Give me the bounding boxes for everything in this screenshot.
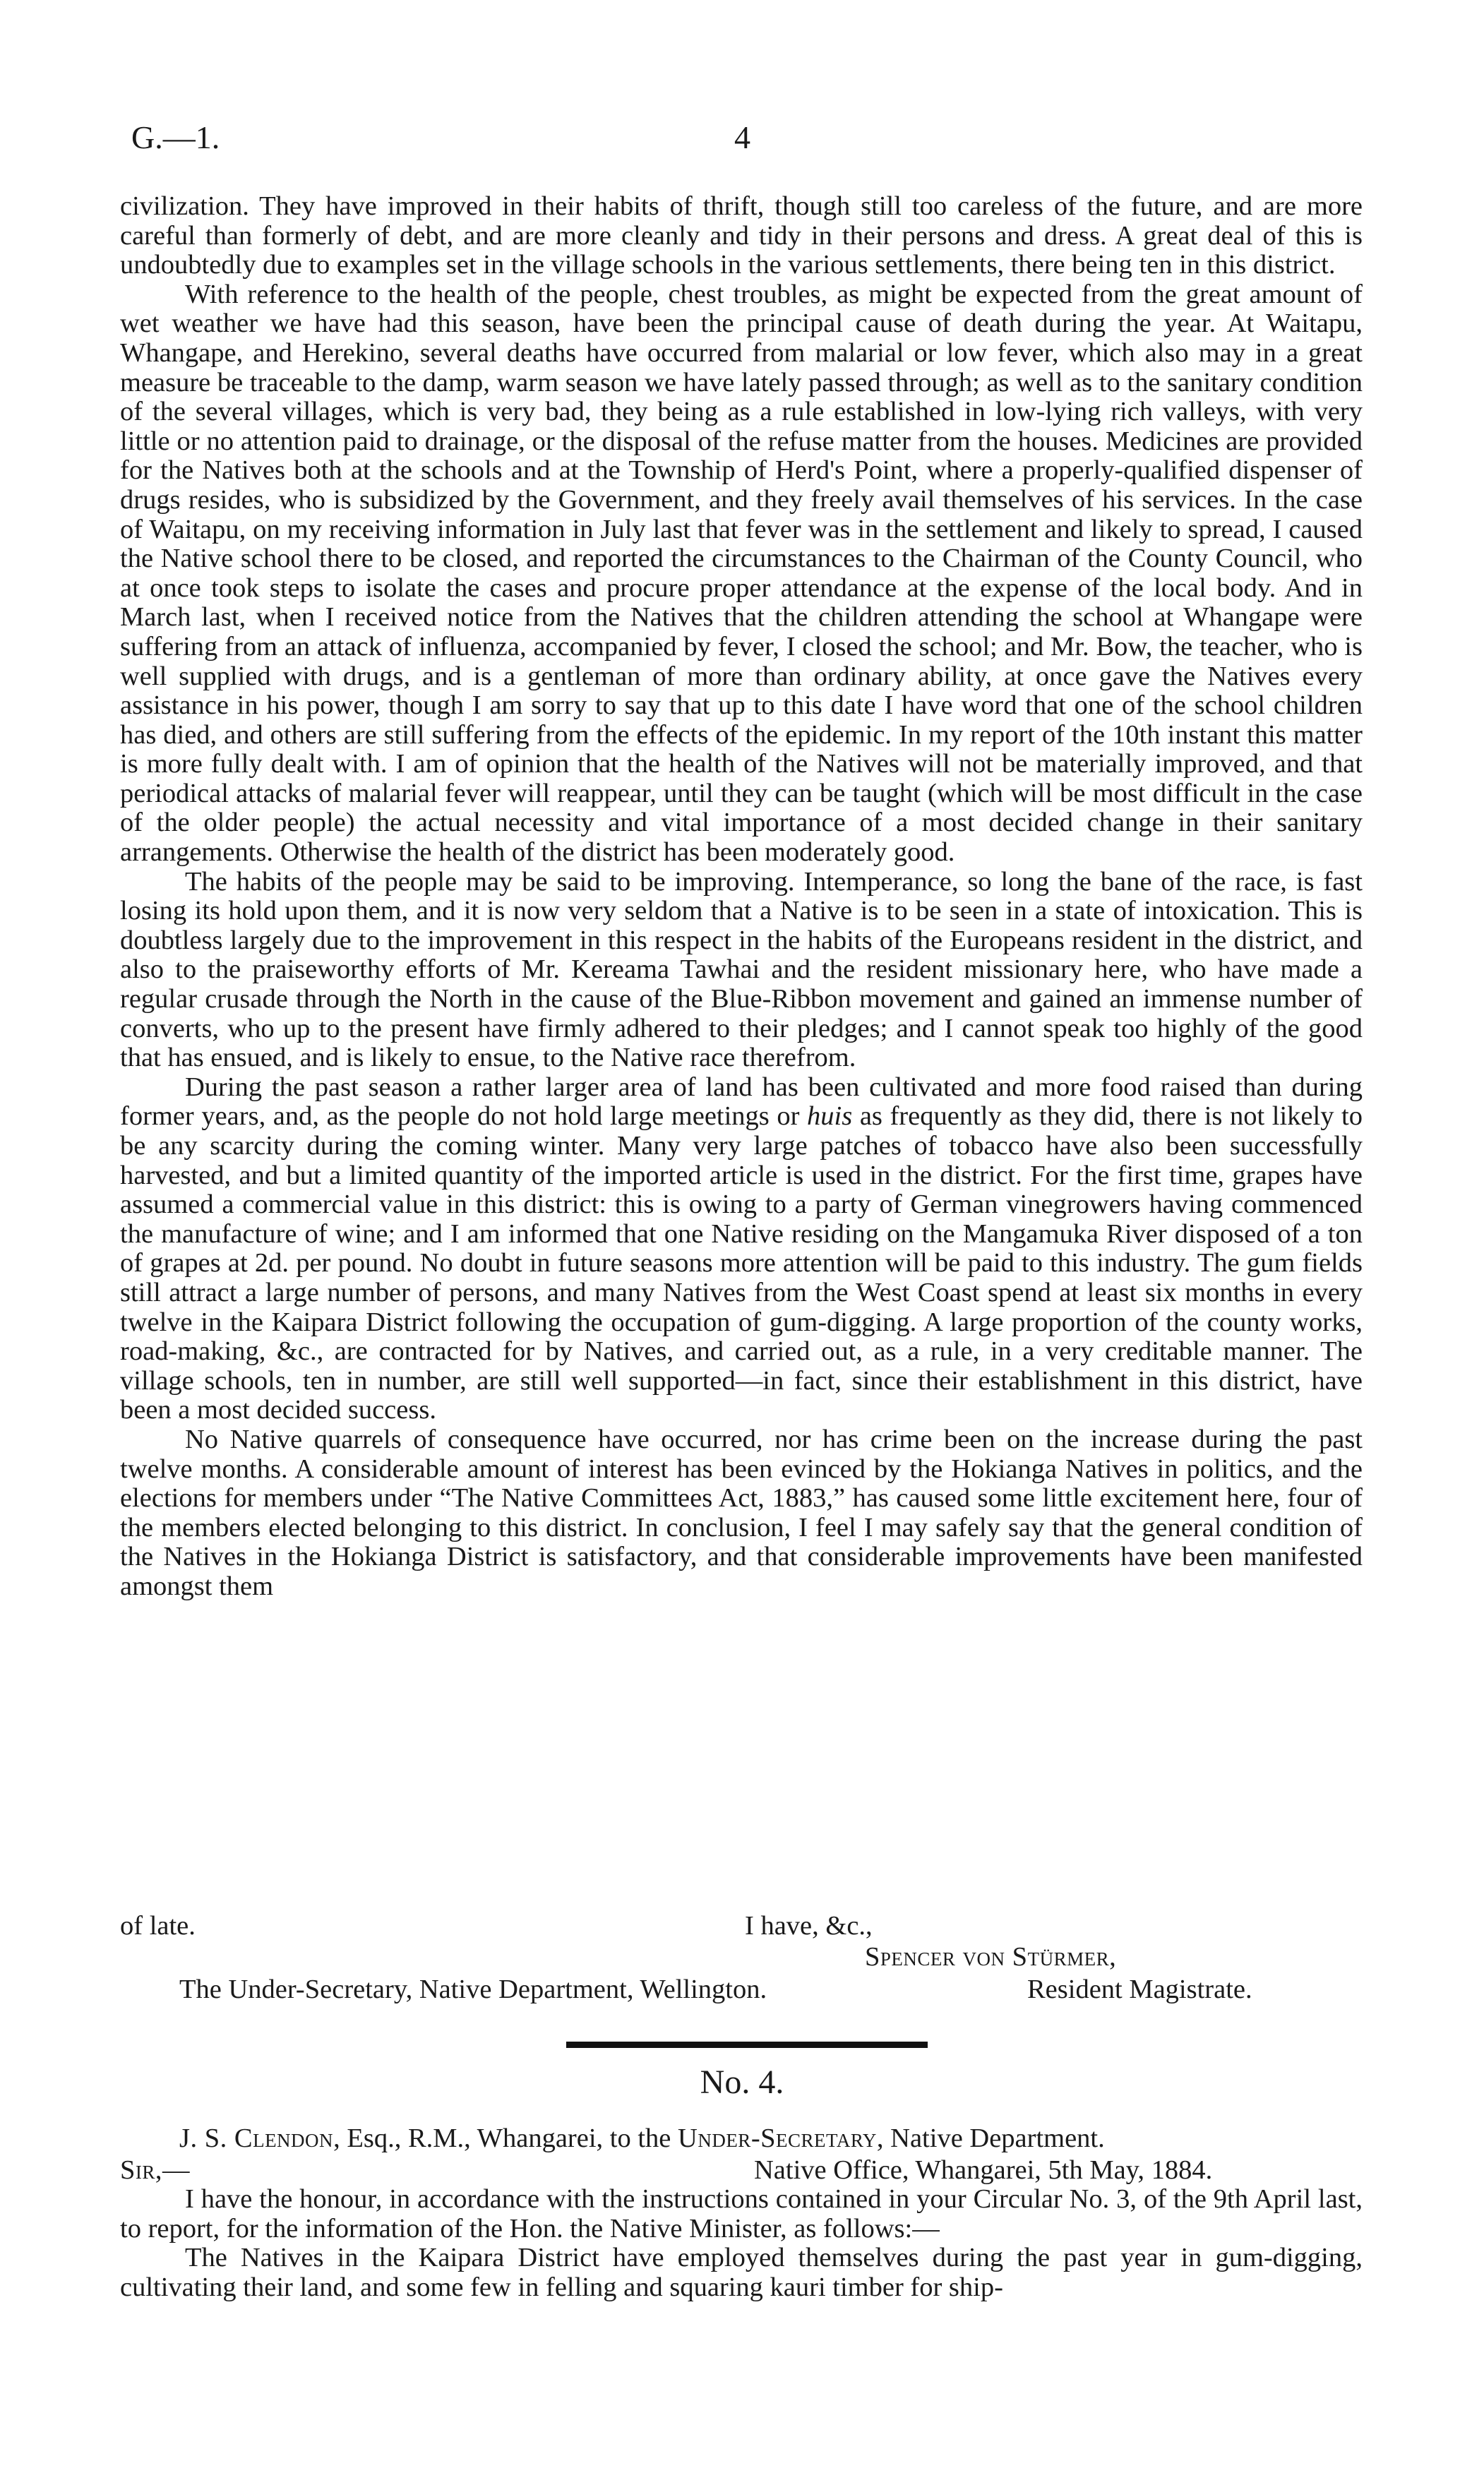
page-number: 4 [734, 119, 750, 155]
paragraph-cultivation-part1: During the past season a rather larger area of land has been cultivated and more food raised than during former years, and, as the people do not hold large meetings or [120, 1072, 1363, 1132]
signatory-title: Resident Magistrate. [1027, 1975, 1252, 2004]
section-divider [566, 2042, 928, 2048]
paragraph-cultivation-part2: as frequently as they did, there is not likely to be any scarcity during the coming winter. Many very large patches of tobacco have also been successfully harvested, and but a limited quantity of the imported article is used in the district. For the first time, grapes have assumed a commercial value in this district: this is owing to a party of German vinegrowers having commenced the manufacture of wine; and I am informed that one Native residing on the Mangamuka River disposed of a ton of grapes at 2d. per pound. No doubt in future seasons more attention will be paid to this industry. The gum fields still attract a large number of persons, and many Natives from the West Coast spend at least six months in every twelve in the Kaipara District following the occupation of gum-digging. A large proportion of the county works, road-making, &c., are contracted for by Natives, and carried out, as a rule, in a very creditable manner. The village schools, ten in number, are still well supported—in fact, since their establishment in this district, have been a most decided success. [120, 1101, 1363, 1425]
closing-of-late: of late. [120, 1911, 196, 1941]
italic-word-huis: huis [807, 1101, 853, 1132]
paragraph-conclusion: No Native quarrels of consequence have occurred, nor has crime been on the increase during the past twelve months. A considerable amount of interest has been evinced by the Hokianga Natives in politics, and the elections for members under “The Native Committees Act, 1883,” has caused some little excitement here, four of the members elected belonging to this district. In conclusion, I feel I may safely say that the general condition of the Natives in the Hokianga District is satisfactory, and that considerable improvements have been manifested amongst them [120, 1424, 1363, 1601]
salutation: Sir,— [120, 2155, 191, 2185]
paragraph-civilization: civilization. They have improved in their habits of thrift, though still too careless of the future, and are more careful than formerly of debt, and are more cleanly and tidy in their persons and dress. A great deal of this is undoubtedly due to examples set in the village schools in the various settlements, there being ten in this district. [120, 191, 1363, 280]
letter-paragraph-intro: I have the honour, in accordance with the instructions contained in your Circular No. 3, of the 9th April last, to report, for the information of the Hon. the Native Minister, as follows:— [120, 2184, 1363, 2244]
signatory-name: Spencer von Stürmer, [865, 1942, 1117, 1972]
letter-body [120, 2185, 1363, 2302]
recipient-name: Under-Secretary [678, 2123, 877, 2153]
closing-i-have: I have, &c., [745, 1911, 873, 1941]
addressee-line: The Under-Secretary, Native Department, Wellington. [179, 1975, 767, 2004]
paragraph-cultivation [120, 1073, 1363, 1425]
paragraph-health: With reference to the health of the people, chest troubles, as might be expected from the great amount of wet weather we have had this season, have been the principal cause of death during the year. At Waitapu, Whangape, and Herekino, several deaths have occurred from malarial or low fever, which also may in a great measure be traceable to the damp, warm season we have lately passed through; as well as to the sanitary condition of the several villages, which is very bad, they being as a rule established in low-lying rich valleys, with very little or no attention paid to drainage, or the disposal of the refuse matter from the houses. Medicines are provided for the Natives both at the schools and at the Township of Herd's Point, where a properly-qualified dispenser of drugs resides, who is subsidized by the Government, and they freely avail themselves of his services. In the case of Waitapu, on my receiving information in July last that fever was in the settlement and likely to spread, I caused the Native school there to be closed, and reported the circumstances to the Chairman of the County Council, who at once took steps to isolate the cases and procure proper attendance at the expense of the local body. And in March last, when I received notice from the Natives that the children attending the school at Whangape were suffering from an attack of influenza, accompanied by fever, I closed the school; and Mr. Bow, the teacher, who is well supplied with drugs, and is a gentleman of more than ordinary ability, at once gave the Natives every assistance in his power, though I am sorry to say that up to this date I have word that one of the school children has died, and others are still suffering from the effects of the epidemic. In my report of the 10th instant this matter is more fully dealt with. I am of opinion that the health of the Natives will not be materially improved, and that periodical attacks of malarial fever will reappear, until they can be taught (which will be most difficult in the case of the older people) the actual necessity and vital importance of a most decided change in their sanitary arrangements. Otherwise the health of the district has been moderately good. [120, 279, 1363, 868]
letter-paragraph-kaipara: The Natives in the Kaipara District have employed themselves during the past year in gum-digging, cultivating their land, and some few in felling and squaring kauri timber for ship- [120, 2243, 1363, 2302]
dateline: Native Office, Whangarei, 5th May, 1884. [754, 2155, 1213, 2185]
document-reference: G.—1. [131, 119, 220, 155]
heading-middle: , Esq., R.M., Whangarei, to the [333, 2123, 678, 2153]
heading-end: , Native Department. [876, 2123, 1105, 2153]
paragraph-habits: The habits of the people may be said to be improving. Intemperance, so long the bane of the race, is fast losing its hold upon them, and it is now very seldom that a Native is to be seen in a state of intoxication. This is doubtless largely due to the improvement in this respect in the habits of the Europeans resident in the district, and also to the praiseworthy efforts of Mr. Kereama Tawhai and the resident missionary here, who have made a regular crusade through the North in the cause of the Blue-Ribbon movement and gained an immense number of converts, who up to the present have firmly adhered to their pledges; and I cannot speak too highly of the good that has ensued, and is likely to ensue, to the Native race therefrom. [120, 866, 1363, 1073]
letter-heading [179, 2123, 1105, 2154]
section-number: No. 4. [700, 2063, 784, 2101]
author-name: J. S. Clendon [179, 2123, 334, 2153]
report-body [120, 192, 1363, 1602]
